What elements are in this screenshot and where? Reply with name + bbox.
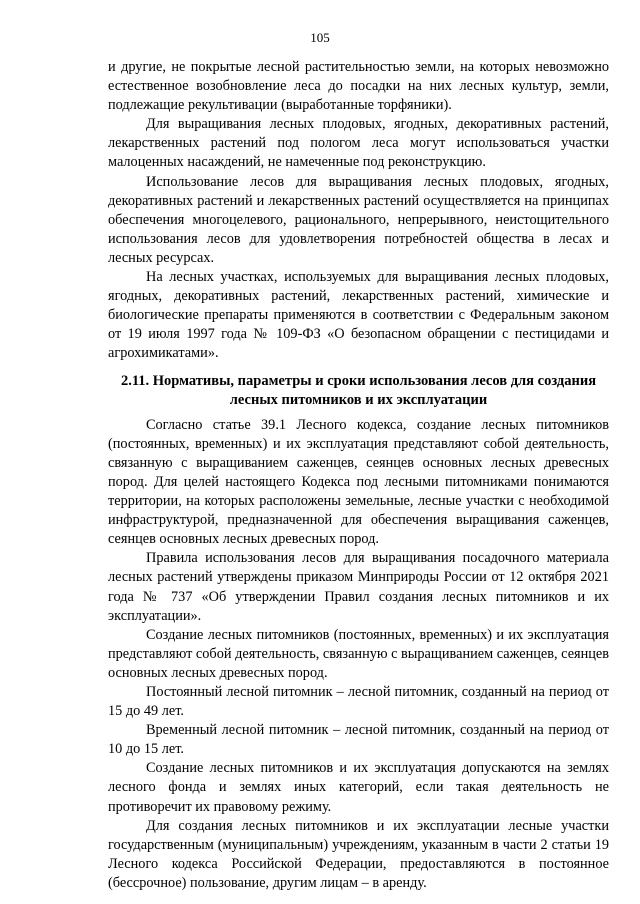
paragraph: Согласно статье 39.1 Лесного кодекса, создание лесных питомников (постоянных, временных) и их эксплуатация представляют собой деятельность, связанную с выращиванием саженцев, сеянцев основных лесных древесных пород. Для целей настоящего Кодекса под лесными питомниками понимаются территории, на которых расположены земельные, лесные участки с необходимой инфраструктурой, предназначенной для обеспечения выращивания саженцев, сеянцев основных лесных древесных пород. <box>108 416 609 548</box>
paragraph: Временный лесной питомник – лесной питомник, созданный на период от 10 до 15 лет. <box>108 722 609 758</box>
paragraph: Использование лесов для выращивания лесных плодовых, ягодных, декоративных растений и лекарственных растений осуществляется на принципах обеспечения многоцелевого, рационального, непрерывного, неистощительного использования лесов для удовлетворения потребностей общества в лесах и лесных ресурсах. <box>108 173 609 266</box>
paragraph: Для создания лесных питомников и их эксплуатации лесные участки государственным (муниципальным) учреждениям, указанным в части 2 статьи 19 Лесного кодекса Российской Федерации, предоставляются в постоянное (бессрочное) пользование, другим лицам – в аренду. <box>108 817 609 891</box>
page-number: 105 <box>310 30 330 45</box>
paragraph: Постоянный лесной питомник – лесной питомник, созданный на период от 15 до 49 лет. <box>108 684 609 720</box>
paragraph: Правила использования лесов для выращивания посадочного материала лесных растений утверждены приказом Минприроды России от 12 октября 2021 года № 737 «Об утверждении Правил создания лесных питомников и их эксплуатации». <box>108 550 609 624</box>
paragraph: Создание лесных питомников и их эксплуатация допускаются на землях лесного фонда и землях иных категорий, если такая деятельность не противоречит их правовому режиму. <box>108 760 609 815</box>
paragraph: Создание лесных питомников (постоянных, временных) и их эксплуатация представляют собой деятельность, связанную с выращиванием саженцев, сеянцев основных лесных древесных пород. <box>108 626 610 681</box>
paragraph: Для выращивания лесных плодовых, ягодных, декоративных растений, лекарственных растений под пологом леса могут использоваться участки малоценных насаждений, не намеченные под реконструкцию. <box>108 116 609 171</box>
paragraph-continuation: и другие, не покрытые лесной растительностью земли, на которых невозможно естественное возобновление леса до посадки на них лесных культур, земли, подлежащие рекультивации (выработанные торфяники). <box>108 59 609 114</box>
page-body <box>108 58 609 893</box>
section-heading: 2.11. Нормативы, параметры и сроки использования лесов для создания лесных питомников и их эксплуатации <box>120 372 597 408</box>
paragraph: На лесных участках, используемых для выращивания лесных плодовых, ягодных, декоративных растений, лекарственных растений, химические и биологические препараты применяются в соответствии с Федеральным законом от 19 июля 1997 года № 109-ФЗ «О безопасном обращении с пестицидами и агрохимикатами». <box>108 269 609 362</box>
